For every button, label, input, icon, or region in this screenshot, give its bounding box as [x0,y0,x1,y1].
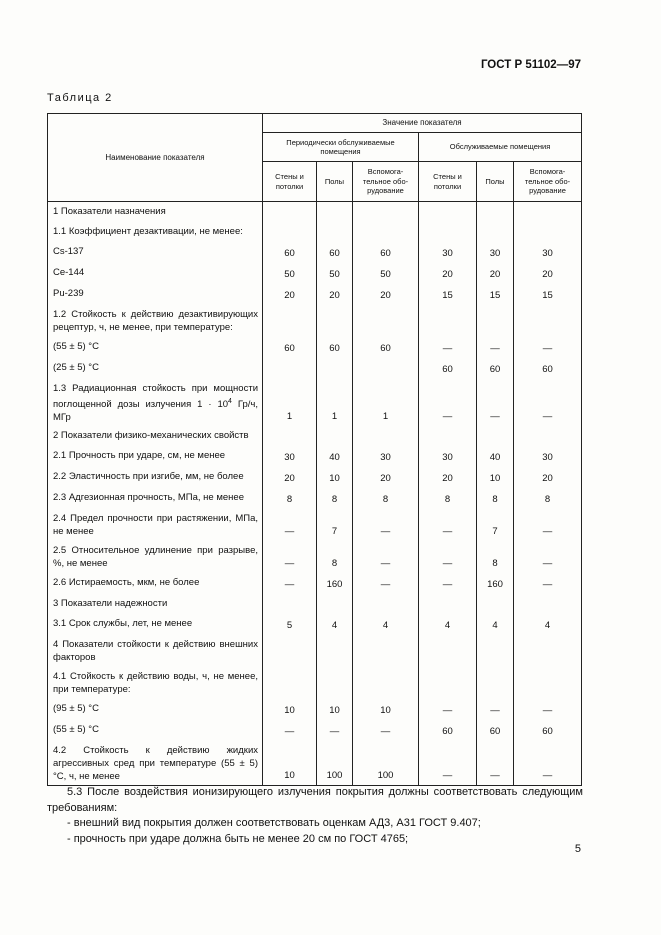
table-row [48,446,582,467]
row-label: Cs-137 [48,242,263,263]
cell-value: — [263,541,317,573]
cell-value: — [514,379,582,426]
table-row [48,284,582,305]
row-label: Ce-144 [48,263,263,284]
cell-value [263,426,317,446]
cell-value: 4 [419,614,477,635]
document-code: ГОСТ Р 51102—97 [480,59,581,71]
cell-value: — [514,573,582,594]
cell-value: — [477,379,514,426]
cell-value: 20 [317,284,353,305]
table-row [48,242,582,263]
cell-value: 30 [477,242,514,263]
table-row [48,614,582,635]
cell-value: 100 [317,741,353,786]
cell-value [419,222,477,242]
row-label: 2.3 Адгезионная прочность, МПа, не менее [48,488,263,509]
cell-value: 160 [317,573,353,594]
table-row [48,594,582,614]
cell-value: 20 [477,263,514,284]
cell-value [477,222,514,242]
cell-value: — [419,573,477,594]
cell-value: 5 [263,614,317,635]
cell-value: 1 [317,379,353,426]
cell-value [263,202,317,222]
row-label: 3.1 Срок службы, лет, не менее [48,614,263,635]
cell-value: 50 [353,263,419,284]
cell-value [514,667,582,699]
requirement-item: - прочность при ударе должна быть не менее 20 см по ГОСТ 4765; [67,832,409,845]
header-col: Полы [477,162,514,202]
cell-value: 60 [477,358,514,379]
cell-value: — [419,699,477,720]
cell-value: 4 [477,614,514,635]
cell-value: — [353,541,419,573]
row-label: 4.1 Стойкость к действию воды, ч, не менее, при температуре: [48,667,263,699]
cell-value: — [317,720,353,741]
row-label: 4 Показатели стойкости к действию внешних факторов [48,635,263,667]
cell-value: — [353,720,419,741]
cell-value [263,594,317,614]
cell-value [317,667,353,699]
cell-value [317,358,353,379]
cell-value [477,202,514,222]
cell-value: 30 [419,242,477,263]
cell-value [353,202,419,222]
cell-value: 7 [477,509,514,541]
cell-value [317,594,353,614]
cell-value [419,305,477,337]
cell-value: — [514,741,582,786]
cell-value [477,305,514,337]
table-row [48,667,582,699]
cell-value [317,426,353,446]
cell-value: 15 [419,284,477,305]
cell-value: 60 [514,358,582,379]
cell-value: — [419,379,477,426]
cell-value [514,635,582,667]
cell-value: — [263,720,317,741]
table-row [48,379,582,426]
table-row [48,222,582,242]
paragraph-5-3: 5.3 После воздействия ионизирующего излучения покрытия должны соответствовать следующим требованиям: [47,786,583,814]
cell-value [263,222,317,242]
cell-value: 4 [353,614,419,635]
table-row [48,699,582,720]
cell-value: 20 [514,467,582,488]
cell-value [353,305,419,337]
row-label: 2.4 Предел прочности при растяжении, МПа, не менее [48,509,263,541]
cell-value: 60 [477,720,514,741]
cell-value: 20 [353,467,419,488]
cell-value [317,635,353,667]
cell-value: — [514,509,582,541]
cell-value [419,426,477,446]
cell-value: 1 [263,379,317,426]
cell-value: 8 [263,488,317,509]
footer-text [47,785,583,847]
cell-value: — [353,509,419,541]
table-row [48,358,582,379]
cell-value [317,202,353,222]
cell-value [514,305,582,337]
cell-value: 20 [263,467,317,488]
cell-value: 10 [263,699,317,720]
cell-value [477,594,514,614]
table-row [48,741,582,786]
cell-value: 8 [353,488,419,509]
table-row [48,509,582,541]
row-label: 4.2 Стойкость к действию жидких агрессивных сред при температуре (55 ± 5) °C, ч, не менее [48,741,263,786]
cell-value: 40 [317,446,353,467]
cell-value: 60 [317,242,353,263]
table-row [48,263,582,284]
row-label: 2.1 Прочность при ударе, см, не менее [48,446,263,467]
cell-value: 4 [317,614,353,635]
cell-value [353,635,419,667]
header-group-serviced: Обслуживаемые помещения [419,133,582,162]
properties-table [47,113,582,786]
cell-value: 30 [514,446,582,467]
cell-value: 7 [317,509,353,541]
cell-value: — [353,573,419,594]
header-name: Наименование показателя [48,114,263,202]
header-col: Стены и потолки [419,162,477,202]
row-label: Pu-239 [48,284,263,305]
table-row [48,337,582,358]
cell-value: — [419,337,477,358]
cell-value: 60 [317,337,353,358]
cell-value: 15 [514,284,582,305]
table-row [48,541,582,573]
header-col: Полы [317,162,353,202]
cell-value [263,635,317,667]
cell-value: 8 [317,541,353,573]
table-row [48,573,582,594]
cell-value: 20 [353,284,419,305]
cell-value [419,667,477,699]
cell-value: 8 [419,488,477,509]
cell-value: — [419,509,477,541]
row-label: (55 ± 5) °C [48,337,263,358]
header-value: Значение показателя [263,114,582,133]
header-col: Вспомога-тельное обо-рудование [514,162,582,202]
cell-value: 15 [477,284,514,305]
cell-value: 160 [477,573,514,594]
header-col: Вспомога-тельное обо-рудование [353,162,419,202]
cell-value: 10 [317,467,353,488]
cell-value [317,305,353,337]
cell-value: 60 [263,242,317,263]
table-row [48,202,582,222]
row-label: 2.6 Истираемость, мкм, не более [48,573,263,594]
row-label: 2.2 Эластичность при изгибе, мм, не более [48,467,263,488]
cell-value [419,635,477,667]
table-row [48,426,582,446]
cell-value: 4 [514,614,582,635]
cell-value: 50 [317,263,353,284]
cell-value: 30 [263,446,317,467]
cell-value [419,202,477,222]
cell-value [263,358,317,379]
row-label: 1 Показатели назначения [48,202,263,222]
cell-value: 30 [419,446,477,467]
cell-value: 50 [263,263,317,284]
requirement-item: - внешний вид покрытия должен соответствовать оценкам АД3, А31 ГОСТ 9.407; [67,817,481,829]
page-number: 5 [574,843,581,855]
cell-value [419,594,477,614]
cell-value: — [263,509,317,541]
cell-value: 20 [263,284,317,305]
header-col: Стены и потолки [263,162,317,202]
row-label: 1.1 Коэффициент дезактивации, не менее: [48,222,263,242]
cell-value: 40 [477,446,514,467]
cell-value [353,222,419,242]
cell-value: — [477,337,514,358]
cell-value: 20 [419,467,477,488]
row-label: 1.2 Стойкость к действию дезактивирующих рецептур, ч, не менее, при температуре: [48,305,263,337]
cell-value: 8 [317,488,353,509]
table-row [48,467,582,488]
table-row [48,488,582,509]
cell-value [477,426,514,446]
cell-value: 60 [419,358,477,379]
cell-value: — [514,337,582,358]
cell-value: 8 [514,488,582,509]
cell-value [514,202,582,222]
cell-value: 100 [353,741,419,786]
cell-value: 60 [353,242,419,263]
cell-value [514,594,582,614]
cell-value: 10 [477,467,514,488]
cell-value [477,667,514,699]
row-label: (25 ± 5) °C [48,358,263,379]
cell-value: 10 [317,699,353,720]
cell-value: 8 [477,541,514,573]
cell-value: 8 [477,488,514,509]
cell-value: 1 [353,379,419,426]
cell-value [514,222,582,242]
cell-value: — [419,541,477,573]
cell-value [477,635,514,667]
table-row [48,635,582,667]
cell-value: 60 [419,720,477,741]
row-label: 1.3 Радиационная стойкость при мощности поглощенной дозы излучения $1 \cdot 10^4$ Гр/ч, МГр [48,379,263,426]
cell-value: 60 [263,337,317,358]
cell-value: — [419,741,477,786]
cell-value: — [477,741,514,786]
row-label: (55 ± 5) °C [48,720,263,741]
cell-value: 30 [353,446,419,467]
cell-value: 20 [514,263,582,284]
cell-value: — [477,699,514,720]
cell-value [353,358,419,379]
row-label: (95 ± 5) °C [48,699,263,720]
row-label: 3 Показатели надежности [48,594,263,614]
cell-value [263,667,317,699]
cell-value [353,426,419,446]
cell-value: 60 [353,337,419,358]
cell-value: — [514,699,582,720]
cell-value: 60 [514,720,582,741]
cell-value: 20 [419,263,477,284]
cell-value: — [263,573,317,594]
row-label: 2 Показатели физико-механических свойств [48,426,263,446]
cell-value [317,222,353,242]
cell-value: 30 [514,242,582,263]
row-label: 2.5 Относительное удлинение при разрыве, %, не менее [48,541,263,573]
cell-value: — [514,541,582,573]
cell-value [353,594,419,614]
cell-value: 10 [353,699,419,720]
table-caption: Таблица 2 [47,92,113,104]
table-row [48,720,582,741]
header-group-periodic: Периодически обслуживаемые помещения [263,133,419,162]
cell-value [263,305,317,337]
cell-value [353,667,419,699]
cell-value [514,426,582,446]
cell-value: 10 [263,741,317,786]
table-row [48,305,582,337]
